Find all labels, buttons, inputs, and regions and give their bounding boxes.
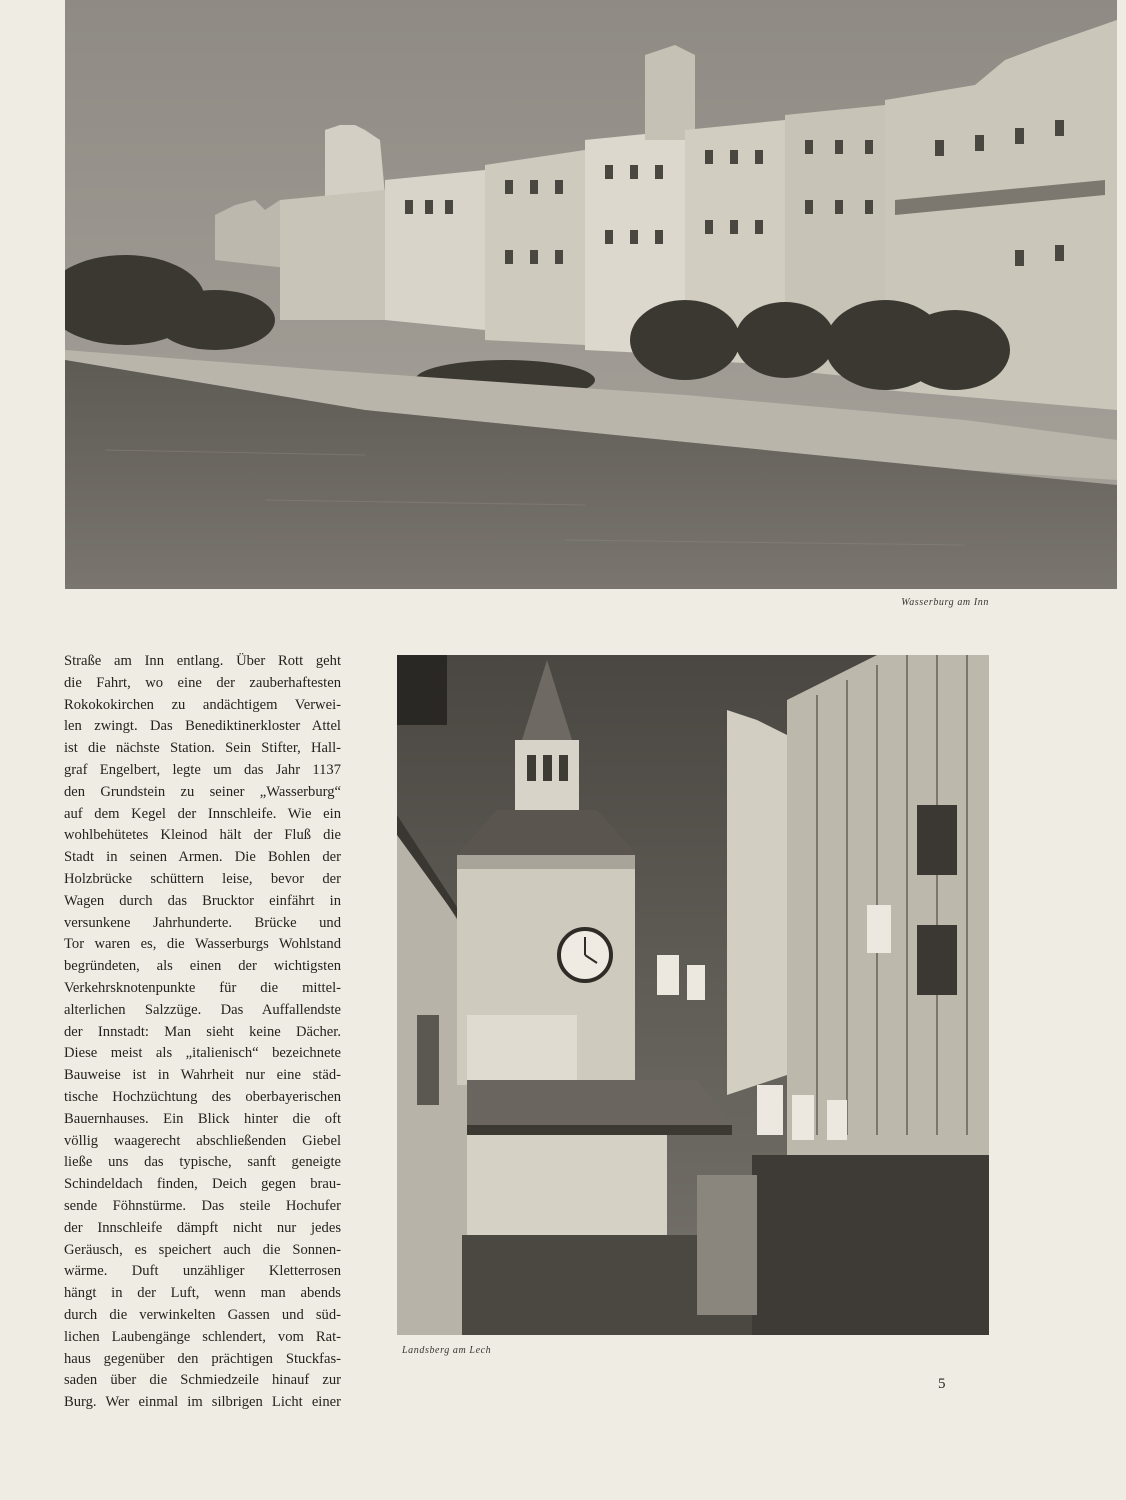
photo-landsberg xyxy=(397,655,989,1335)
article-line: Rokokokirchen zu andächtigem Verwei- xyxy=(64,696,341,713)
article-line: völlig waagerecht abschließenden Giebel xyxy=(64,1132,341,1149)
article-line: Holzbrücke schüttern leise, bevor der xyxy=(64,870,341,887)
article-line: Stadt in seinen Armen. Die Bohlen der xyxy=(64,849,341,866)
article-line: Wagen durch das Brucktor einfährt in xyxy=(64,892,341,909)
page-number: 5 xyxy=(938,1376,946,1392)
article-line: Diese meist als „italienisch“ bezeichnete xyxy=(64,1045,341,1062)
article-line: ließe uns das typische, sanft geneigte xyxy=(64,1154,341,1171)
article-line: wärme. Duft unzähliger Kletterrosen xyxy=(64,1263,341,1280)
article-line: Bauweise ist in Wahrheit nur eine städ- xyxy=(64,1067,341,1084)
article-line: alterlichen Salzzüge. Das Auffallendste xyxy=(64,1001,341,1018)
article-line: wohlbehütetes Kleinod hält der Fluß die xyxy=(64,827,341,844)
article-line: den Grundstein zu seiner „Wasserburg“ xyxy=(64,783,341,800)
article-line: Bauernhauses. Ein Blick hinter die oft xyxy=(64,1110,341,1127)
article-line: lichen Laubengänge schlendert, vom Rat- xyxy=(64,1328,341,1345)
article-line: Burg. Wer einmal im silbrigen Licht einer xyxy=(64,1394,341,1411)
article-line: Geräusch, es speichert auch die Sonnen- xyxy=(64,1241,341,1258)
article-line: begründeten, als einen der wichtigsten xyxy=(64,958,341,975)
article-line: saden über die Schmiedzeile hinauf zur xyxy=(64,1372,341,1389)
article-line: len zwingt. Das Benediktinerkloster Attel xyxy=(64,718,341,735)
article-line: versunkene Jahrhunderte. Brücke und xyxy=(64,914,341,931)
photo-landsberg-image xyxy=(397,655,989,1335)
article-body xyxy=(64,651,341,1414)
article-line: Tor waren es, die Wasserburgs Wohlstand xyxy=(64,936,341,953)
article-line: ist die nächste Station. Sein Stifter, Hall- xyxy=(64,740,341,757)
caption-wasserburg: Wasserburg am Inn xyxy=(901,597,989,608)
photo-wasserburg-image xyxy=(65,0,1117,589)
article-line: Verkehrsknotenpunkte für die mittel- xyxy=(64,979,341,996)
article-line: tische Hochzüchtung des oberbayerischen xyxy=(64,1088,341,1105)
article-line: die Fahrt, wo eine der zauberhaftesten xyxy=(64,674,341,691)
article-line: hängt in der Luft, wenn man abends xyxy=(64,1285,341,1302)
article-line: sende Föhnstürme. Das steile Hochufer xyxy=(64,1197,341,1214)
article-line: haus gegenüber den prächtigen Stuckfas- xyxy=(64,1350,341,1367)
article-line: Straße am Inn entlang. Über Rott geht xyxy=(64,653,341,669)
article-line: durch die verwinkelten Gassen und süd- xyxy=(64,1306,341,1323)
article-line: auf dem Kegel der Innschleife. Wie ein xyxy=(64,805,341,822)
article-line: der Innschleife dämpft nicht nur jedes xyxy=(64,1219,341,1236)
photo-wasserburg xyxy=(65,0,1117,589)
article-line: graf Engelbert, legte um das Jahr 1137 xyxy=(64,761,341,778)
caption-landsberg: Landsberg am Lech xyxy=(402,1345,492,1356)
article-line: Schindeldach finden, Deich gegen brau- xyxy=(64,1176,341,1193)
article-line: der Innstadt: Man sieht keine Dächer. xyxy=(64,1023,341,1040)
